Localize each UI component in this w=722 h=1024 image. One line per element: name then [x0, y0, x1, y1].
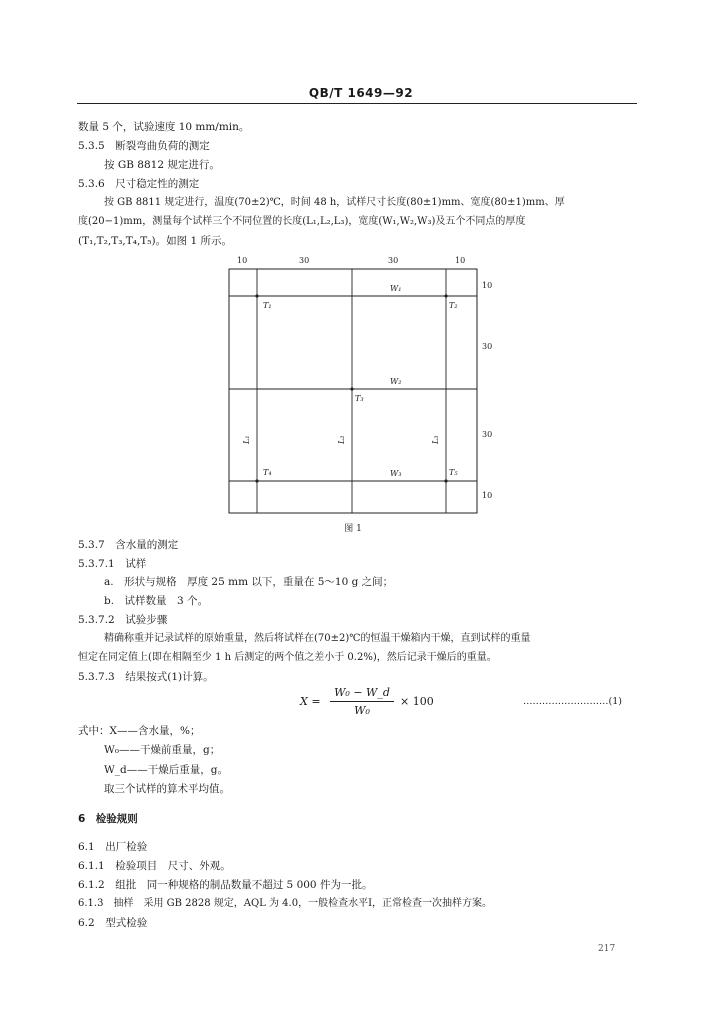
w2-label: W₂	[390, 377, 402, 386]
page-number: 217	[598, 944, 616, 954]
section-heading-6-2: 6.2 型式检验	[78, 917, 148, 929]
section-heading-6-1: 6.1 出厂检验	[78, 841, 148, 853]
section-heading-6-1-2: 6.1.2 组批 同一种规格的制品数量不超过 5 000 件为一批。	[78, 879, 373, 891]
fraction-bar	[330, 701, 394, 702]
top-dim-label: 30	[299, 256, 310, 265]
text-line: 按 GB 8812 规定进行。	[104, 159, 220, 171]
text-line: 精确称重并记录试样的原始重量，然后将试样在(70±2)℃的恒温干燥箱内干燥，直到试样的重量	[104, 633, 531, 644]
formula-number: ………………………(1)	[523, 696, 622, 707]
text-line: (T₁,T₂,T₃,T₄,T₅)。如图 1 所示。	[78, 235, 232, 247]
right-dim-label: 10	[482, 491, 493, 500]
section-heading-5-3-7-1: 5.3.7.1 试样	[78, 558, 147, 570]
text-line: 按 GB 8811 规定进行，温度(70±2)℃，时间 48 h，试样尺寸长度(80±1)mm、宽度(80±1)mm、厚	[104, 197, 565, 208]
formula-multiplier: × 100	[400, 695, 434, 708]
point-t3	[350, 387, 353, 390]
l2-label: L₂	[337, 435, 346, 444]
where-x: 式中：X——含水量，%；	[78, 725, 201, 737]
formula-numerator: W₀ − W_d	[334, 686, 390, 699]
t2-label: T₂	[449, 301, 458, 310]
where-w0: W₀——干燥前重量，g；	[104, 744, 221, 756]
list-item: b. 试样数量 3 个。	[104, 595, 209, 607]
t4-label: T₄	[263, 468, 272, 477]
t3-label: T₃	[355, 394, 364, 403]
section-heading-5-3-7: 5.3.7 含水量的测定	[78, 539, 179, 551]
w1-label: W₁	[390, 284, 402, 293]
point-t4	[255, 479, 258, 482]
text-line: 数量 5 个，试验速度 10 mm/min。	[78, 121, 250, 133]
figure-1-diagram	[225, 252, 515, 534]
header-rule	[77, 103, 637, 104]
point-t1	[255, 294, 258, 297]
text-line: 恒定在同定值上(即在相隔至少 1 h 后测定的两个值之差小于 0.2%)，然后记录干燥后的重量。	[78, 652, 497, 663]
t5-label: T₅	[449, 468, 458, 477]
l3-label: L₃	[431, 435, 440, 444]
text-line: 度(20−1)mm，测量每个试样三个不同位置的长度(L₁,L₂,L₃)，宽度(W₁,W₂,W₃)及五个不同点的厚度	[78, 216, 526, 227]
point-t2	[444, 294, 447, 297]
section-heading-6-1-3: 6.1.3 抽样 采用 GB 2828 规定，AQL 为 4.0，一般检查水平Ⅰ，正常检查一次抽样方案。	[78, 898, 493, 909]
top-dim-label: 10	[237, 256, 248, 265]
section-heading-6: 6 检验规则	[78, 813, 138, 825]
top-dim-label: 30	[388, 256, 399, 265]
formula-denominator: W₀	[354, 704, 370, 717]
section-heading-5-3-7-2: 5.3.7.2 试验步骤	[78, 614, 168, 626]
section-heading-6-1-1: 6.1.1 检验项目 尺寸、外观。	[78, 860, 231, 872]
right-dim-label: 30	[482, 342, 493, 351]
section-heading-5-3-6: 5.3.6 尺寸稳定性的测定	[78, 178, 200, 190]
standard-header: QB/T 1649—92	[308, 86, 414, 100]
l1-label: L₁	[242, 435, 251, 444]
where-wd: W_d——干燥后重量，g。	[104, 764, 228, 776]
point-t5	[444, 479, 447, 482]
right-dim-label: 10	[482, 281, 493, 290]
section-heading-5-3-5: 5.3.5 断裂弯曲负荷的测定	[78, 140, 210, 152]
list-item: a. 形状与规格 厚度 25 mm 以下，重量在 5～10 g 之间；	[104, 576, 394, 588]
top-dim-label: 10	[455, 256, 466, 265]
section-heading-5-3-7-3: 5.3.7.3 结果按式(1)计算。	[78, 671, 214, 683]
right-dim-label: 30	[482, 430, 493, 439]
where-avg: 取三个试样的算术平均值。	[104, 783, 230, 795]
formula-lhs: X =	[300, 695, 321, 708]
t1-label: T₁	[263, 301, 272, 310]
w3-label: W₃	[390, 469, 402, 478]
figure-caption: 图 1	[344, 524, 362, 534]
